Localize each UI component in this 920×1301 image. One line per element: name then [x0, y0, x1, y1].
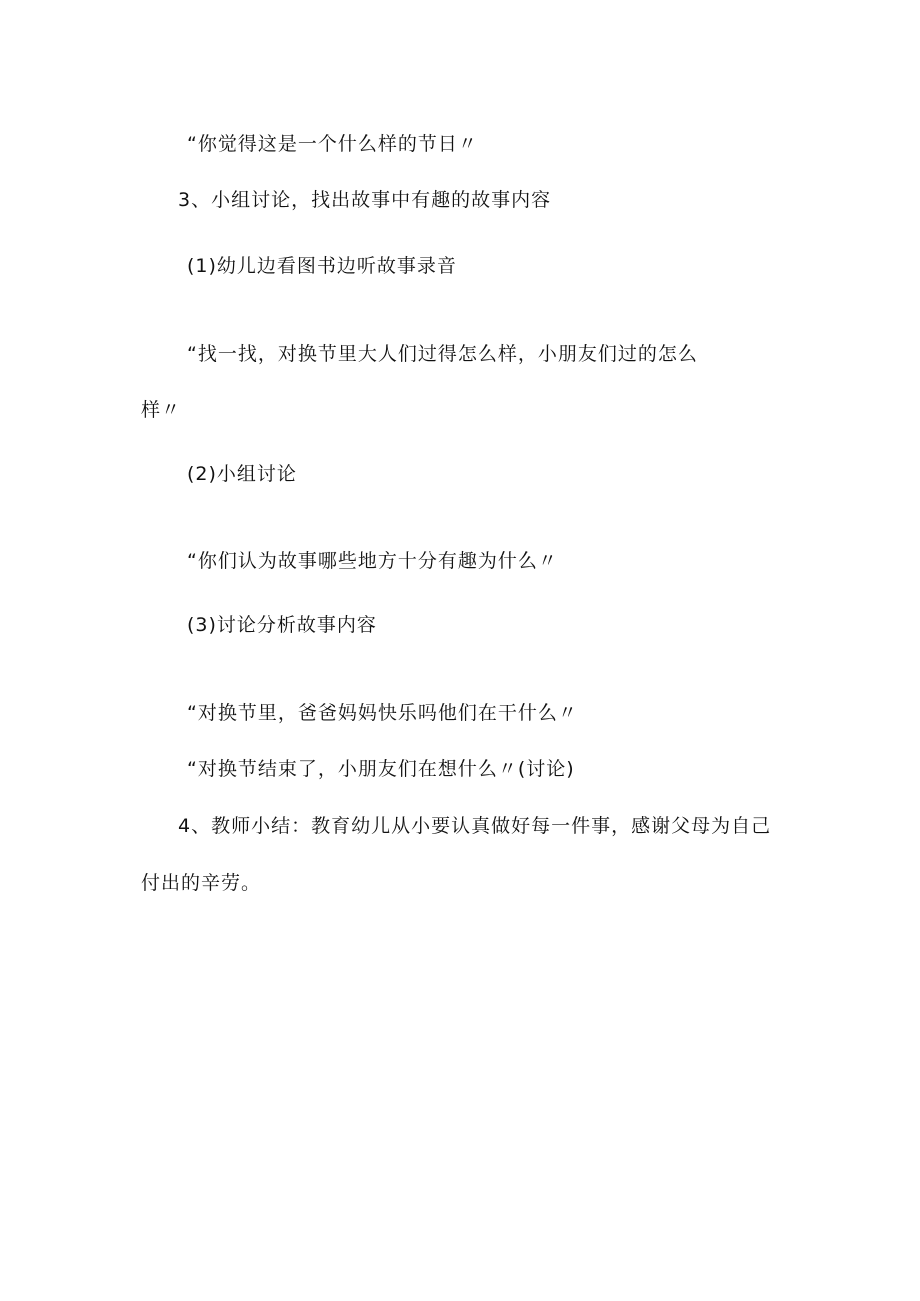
step-4-teacher-summary: 4、教师小结：教育幼儿从小要认真做好每一件事，感谢父母为自己 — [178, 815, 772, 837]
quote-find-continued: 样〃 — [141, 399, 182, 421]
quote-festival-ended: “对换节结束了，小朋友们在想什么〃(讨论) — [187, 758, 575, 780]
quote-find-adults-children: “找一找，对换节里大人们过得怎么样，小朋友们过的怎么 — [187, 343, 698, 365]
substep-1-listen-recording: (1)幼儿边看图书边听故事录音 — [187, 255, 457, 277]
quote-what-kind-of-festival: “你觉得这是一个什么样的节日〃 — [187, 133, 478, 155]
substep-2-group-discussion: (2)小组讨论 — [187, 463, 297, 485]
substep-3-analyze-content: (3)讨论分析故事内容 — [187, 614, 377, 636]
summary-continued: 付出的辛劳。 — [141, 872, 262, 894]
quote-interesting-parts: “你们认为故事哪些地方十分有趣为什么〃 — [187, 550, 558, 572]
quote-parents-happy: “对换节里，爸爸妈妈快乐吗他们在干什么〃 — [187, 702, 578, 724]
step-3-group-discussion: 3、小组讨论，找出故事中有趣的故事内容 — [178, 189, 552, 211]
